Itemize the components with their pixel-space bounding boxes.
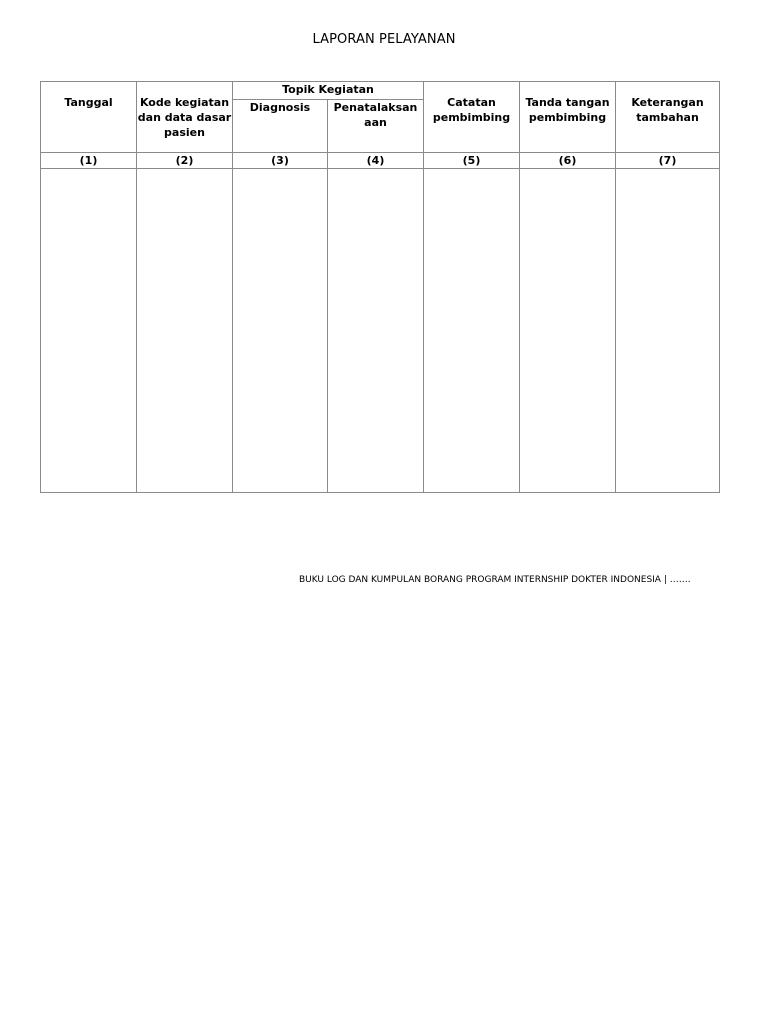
empty-cell: [328, 169, 424, 493]
empty-cell: [520, 169, 616, 493]
column-number: (6): [520, 153, 616, 169]
report-table: [40, 81, 720, 493]
column-number: (2): [137, 153, 233, 169]
header-keterangan: Keterangan tambahan: [616, 82, 720, 153]
header-catatan-pembimbing: Catatan pembimbing: [424, 82, 520, 153]
column-number: (4): [328, 153, 424, 169]
empty-cell: [616, 169, 720, 493]
header-diagnosis: Diagnosis: [233, 100, 328, 153]
column-number: (3): [233, 153, 328, 169]
header-penatalaksanaan: Penatalaksan aan: [328, 100, 424, 153]
column-number: (5): [424, 153, 520, 169]
empty-cell: [137, 169, 233, 493]
column-number: (7): [616, 153, 720, 169]
empty-cell: [41, 169, 137, 493]
header-topik-kegiatan: Topik Kegiatan: [233, 82, 424, 100]
column-number: (1): [41, 153, 137, 169]
page-title: LAPORAN PELAYANAN: [312, 32, 456, 47]
header-tanggal: Tanggal: [41, 82, 137, 153]
header-kode-kegiatan: Kode kegiatan dan data dasar pasien: [137, 82, 233, 153]
page-footer: BUKU LOG DAN KUMPULAN BORANG PROGRAM INTERNSHIP DOKTER INDONESIA | …….: [299, 575, 691, 585]
header-tanda-tangan: Tanda tangan pembimbing: [520, 82, 616, 153]
empty-cell: [233, 169, 328, 493]
empty-cell: [424, 169, 520, 493]
